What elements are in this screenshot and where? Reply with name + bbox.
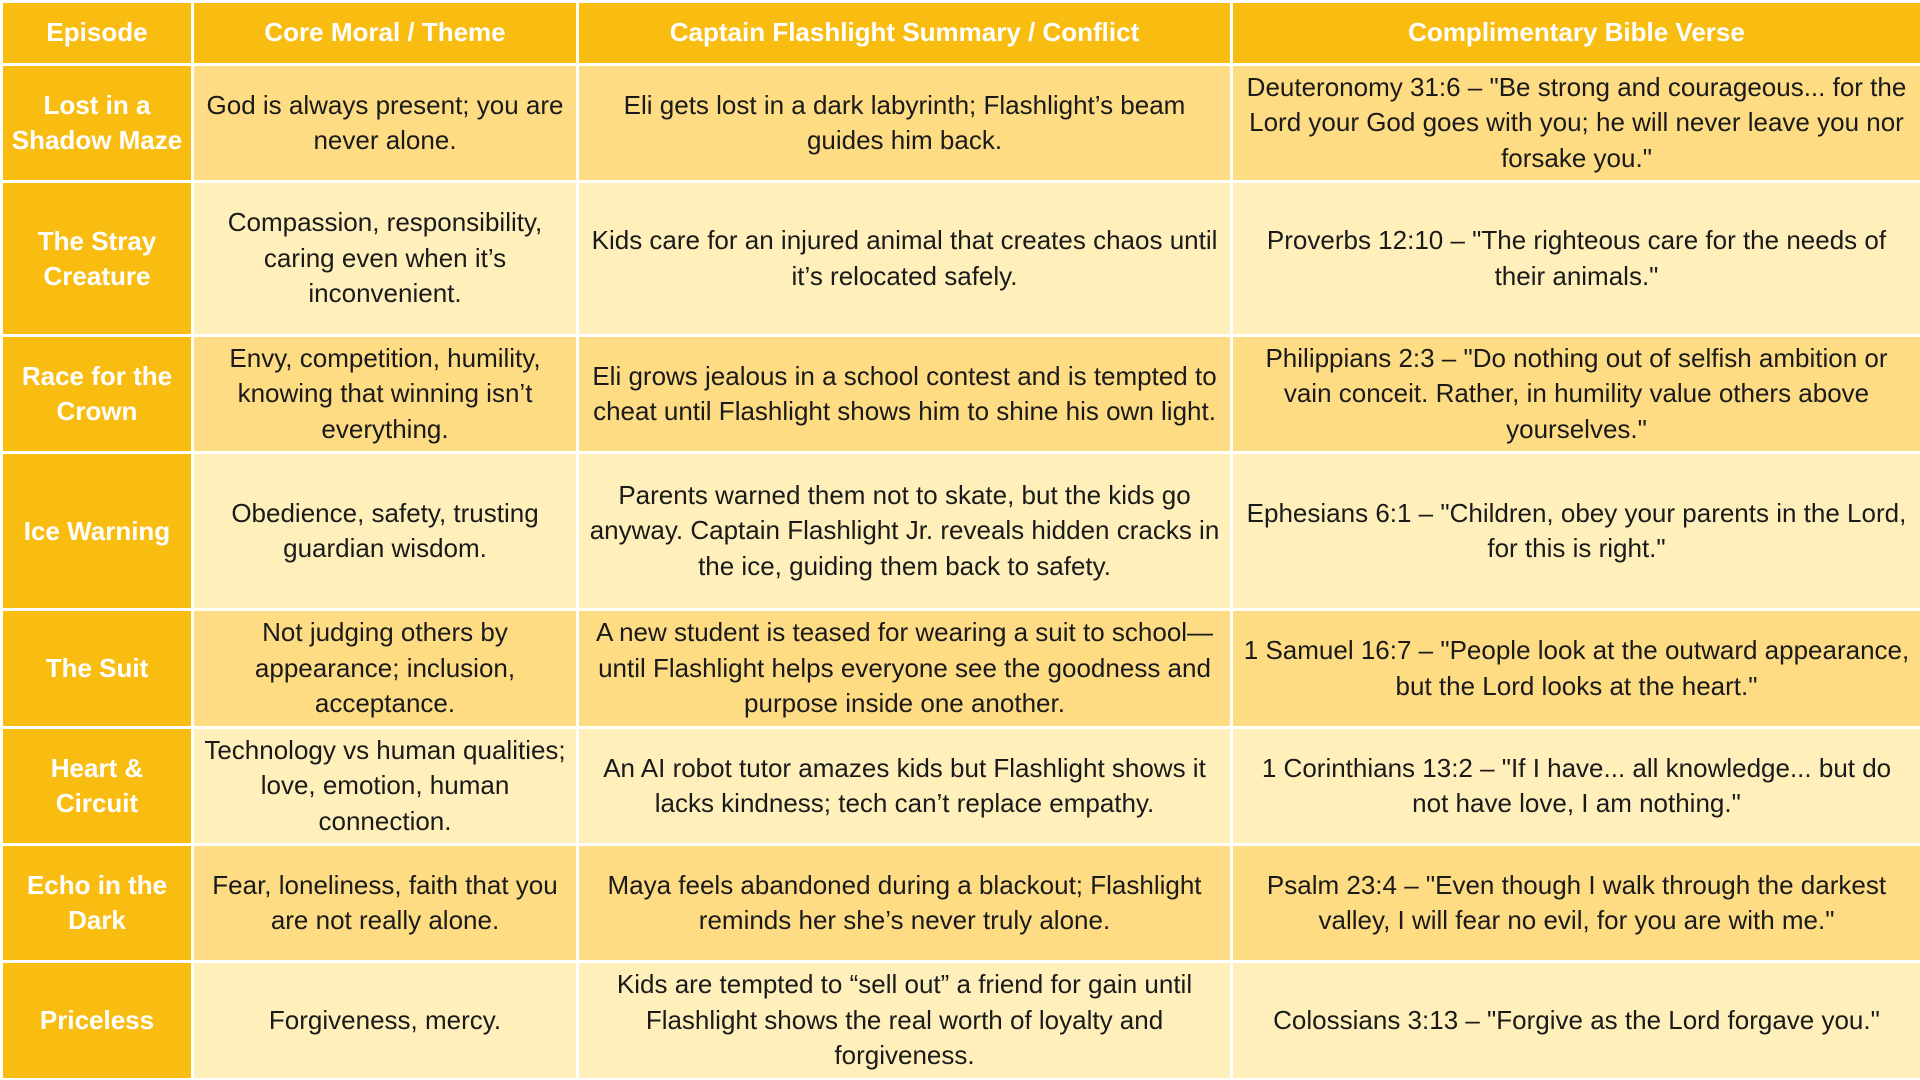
summary-cell[interactable]: Parents warned them not to skate, but the kids go anyway. Captain Flashlight Jr. reveals hidden cracks in the ice, guiding them back to safety.: [578, 453, 1232, 610]
verse-cell[interactable]: Psalm 23:4 – "Even though I walk through the darkest valley, I will fear no evil, for you are with me.": [1232, 845, 1920, 962]
header-bible-verse: Complimentary Bible Verse: [1232, 2, 1920, 65]
episode-cell[interactable]: Priceless: [2, 962, 193, 1080]
table-row: [2, 336, 1920, 453]
summary-cell[interactable]: Eli grows jealous in a school contest and is tempted to cheat until Flashlight shows him to shine his own light.: [578, 336, 1232, 453]
episode-cell[interactable]: Echo in the Dark: [2, 845, 193, 962]
table-row: [2, 728, 1920, 845]
moral-cell[interactable]: God is always present; you are never alone.: [193, 65, 578, 182]
header-summary: Captain Flashlight Summary / Conflict: [578, 2, 1232, 65]
verse-cell[interactable]: Proverbs 12:10 – "The righteous care for the needs of their animals.": [1232, 182, 1920, 336]
summary-cell[interactable]: A new student is teased for wearing a suit to school—until Flashlight helps everyone see the goodness and purpose inside one another.: [578, 610, 1232, 728]
moral-cell[interactable]: Not judging others by appearance; inclusion, acceptance.: [193, 610, 578, 728]
moral-cell[interactable]: Compassion, responsibility, caring even when it’s inconvenient.: [193, 182, 578, 336]
summary-cell[interactable]: An AI robot tutor amazes kids but Flashlight shows it lacks kindness; tech can’t replace empathy.: [578, 728, 1232, 845]
verse-cell[interactable]: Ephesians 6:1 – "Children, obey your parents in the Lord, for this is right.": [1232, 453, 1920, 610]
verse-cell[interactable]: Colossians 3:13 – "Forgive as the Lord forgave you.": [1232, 962, 1920, 1080]
table-row: [2, 962, 1920, 1080]
table-row: [2, 453, 1920, 610]
table-row: [2, 845, 1920, 962]
episode-cell[interactable]: Ice Warning: [2, 453, 193, 610]
episode-cell[interactable]: Lost in a Shadow Maze: [2, 65, 193, 182]
summary-cell[interactable]: Kids are tempted to “sell out” a friend for gain until Flashlight shows the real worth of loyalty and forgiveness.: [578, 962, 1232, 1080]
episode-cell[interactable]: The Stray Creature: [2, 182, 193, 336]
verse-cell[interactable]: 1 Samuel 16:7 – "People look at the outward appearance, but the Lord looks at the heart.": [1232, 610, 1920, 728]
moral-cell[interactable]: Technology vs human qualities; love, emotion, human connection.: [193, 728, 578, 845]
verse-cell[interactable]: Philippians 2:3 – "Do nothing out of selfish ambition or vain conceit. Rather, in humility value others above yourselves.": [1232, 336, 1920, 453]
verse-cell[interactable]: 1 Corinthians 13:2 – "If I have... all knowledge... but do not have love, I am nothing.": [1232, 728, 1920, 845]
summary-cell[interactable]: Eli gets lost in a dark labyrinth; Flashlight’s beam guides him back.: [578, 65, 1232, 182]
header-row: [2, 2, 1920, 65]
episode-cell[interactable]: Heart & Circuit: [2, 728, 193, 845]
moral-cell[interactable]: Envy, competition, humility, knowing that winning isn’t everything.: [193, 336, 578, 453]
header-core-moral: Core Moral / Theme: [193, 2, 578, 65]
moral-cell[interactable]: Forgiveness, mercy.: [193, 962, 578, 1080]
summary-cell[interactable]: Kids care for an injured animal that creates chaos until it’s relocated safely.: [578, 182, 1232, 336]
moral-cell[interactable]: Fear, loneliness, faith that you are not really alone.: [193, 845, 578, 962]
table-row: [2, 182, 1920, 336]
moral-cell[interactable]: Obedience, safety, trusting guardian wisdom.: [193, 453, 578, 610]
table-row: [2, 610, 1920, 728]
episode-cell[interactable]: Race for the Crown: [2, 336, 193, 453]
summary-cell[interactable]: Maya feels abandoned during a blackout; Flashlight reminds her she’s never truly alone.: [578, 845, 1232, 962]
episode-cell[interactable]: The Suit: [2, 610, 193, 728]
header-episode: Episode: [2, 2, 193, 65]
verse-cell[interactable]: Deuteronomy 31:6 – "Be strong and courageous... for the Lord your God goes with you; he will never leave you nor forsake you.": [1232, 65, 1920, 182]
table-row: [2, 65, 1920, 182]
